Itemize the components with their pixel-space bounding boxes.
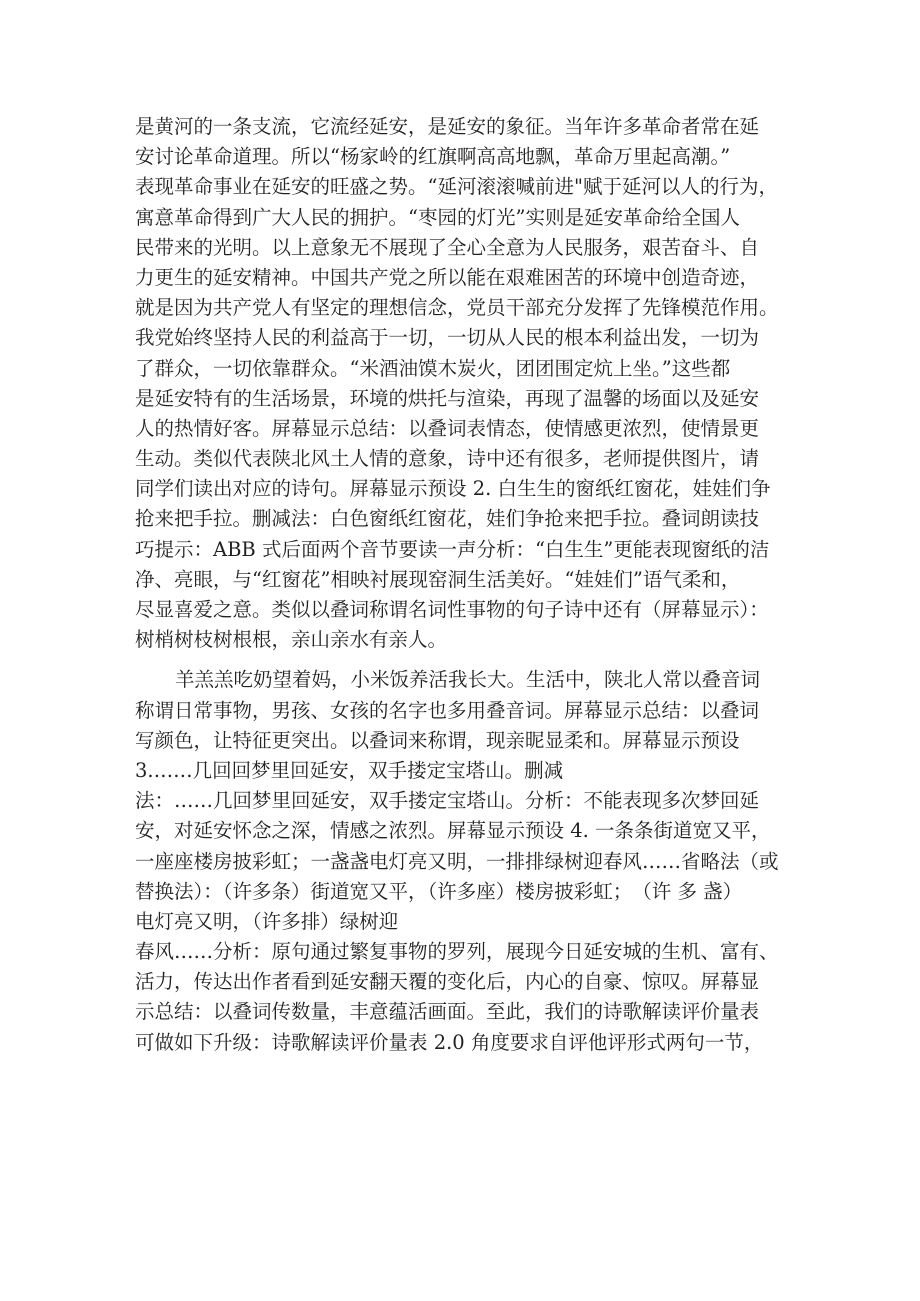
text-line: 民带来的光明。以上意象无不展现了全心全意为人民服务，艰苦奋斗、自 [135,235,760,259]
text-line: 寓意革命得到广大人民的拥护。“枣园的灯光”实则是延安革命给全国人 [135,205,740,229]
text-line: 是延安特有的生活场景，环境的烘托与渲染，再现了温馨的场面以及延安 [135,386,760,410]
text-line: 电灯亮又明，（许多排）绿树迎 [135,909,399,933]
text-line: 安，对延安怀念之深，情感之浓烈。屏幕显示预设 4. 一条条街道宽又平， [135,819,771,843]
body-text [135,112,795,1058]
text-line: 生动。类似代表陕北风土人情的意象，诗中还有很多，老师提供图片，请 [135,447,760,471]
text-line: 法：……几回梦里回延安，双手搂定宝塔山。分析：不能表现多次梦回延 [135,789,760,813]
text-line: 可做如下升级：诗歌解读评价量表 2.0 角度要求自评他评形式两句一节， [135,1030,764,1054]
text-line: 树梢树枝树根根，亲山亲水有亲人。 [135,628,448,652]
text-line: 是黄河的一条支流，它流经延安，是延安的象征。当年许多革命者常在延 [135,115,760,138]
text-line: 春风……分析：原句通过繁复事物的罗列，展现今日延安城的生机、富有、 [135,940,779,964]
text-line: 同学们读出对应的诗句。屏幕显示预设 2. 白生生的窗纸红窗花，娃娃们争 [135,477,771,501]
paragraph-first-line: 羊羔羔吃奶望着妈，小米饭养活我长大。生活中，陕北人常以叠音词 [175,668,761,692]
text-line: 巧提示：ABB 式后面两个音节要读一声分析：“白生生”更能表现窗纸的洁 [135,537,770,561]
text-line: 活力，传达出作者看到延安翻天覆的变化后，内心的自豪、惊叹。屏幕显 [135,970,760,994]
text-line: 3.……几回回梦里回延安，双手搂定宝塔山。删减 [135,758,564,782]
text-line: 抢来把手拉。删减法：白色窗纸红窗花，娃们争抢来把手拉。叠词朗读技 [135,507,760,531]
text-line: 安讨论革命道理。所以“杨家岭的红旗啊高高地飘，革命万里起高潮。” [135,145,731,169]
text-line: 表现革命事业在延安的旺盛之势。“延河滚滚喊前进"赋于延河以人的行为， [135,175,778,199]
text-line: 净、亮眼，与“红窗花”相映衬展现窑洞生活美好。“娃娃们”语气柔和， [135,567,741,591]
text-line: 一座座楼房披彩虹；一盏盏电灯亮又明，一排排绿树迎春风……省略法（或 [135,849,779,873]
text-line: 我党始终坚持人民的利益高于一切，一切从人民的根本利益出发，一切为 [135,326,760,350]
text-line: 示总结：以叠词传数量，丰意蕴活画面。至此，我们的诗歌解读评价量表 [135,1000,760,1024]
text-line: 了群众，一切依靠群众。“米酒油馍木炭火，团团围定炕上坐。”这些都 [135,356,731,380]
text-line: 尽显喜爱之意。类似以叠词称谓名词性事物的句子诗中还有（屏幕显示）： [135,598,769,621]
text-line: 力更生的延安精神。中国共产党之所以能在艰难困苦的环境中创造奇迹， [135,265,760,289]
text-line: 人的热情好客。屏幕显示总结：以叠词表情态，使情感更浓烈，使情景更 [135,416,760,440]
text-line: 就是因为共产党人有坚定的理想信念，党员干部充分发挥了先锋模范作用。 [135,296,779,320]
text-line: 替换法）：（许多条）街道宽又平，（许多座）楼房披彩虹； （许 多 盏） [135,879,743,903]
text-line: 称谓日常事物，男孩、女孩的名字也多用叠音词。屏幕显示总结：以叠词 [135,698,760,722]
text-line: 写颜色，让特征更突出。以叠词来称谓，现亲昵显柔和。屏幕显示预设 [135,728,740,752]
